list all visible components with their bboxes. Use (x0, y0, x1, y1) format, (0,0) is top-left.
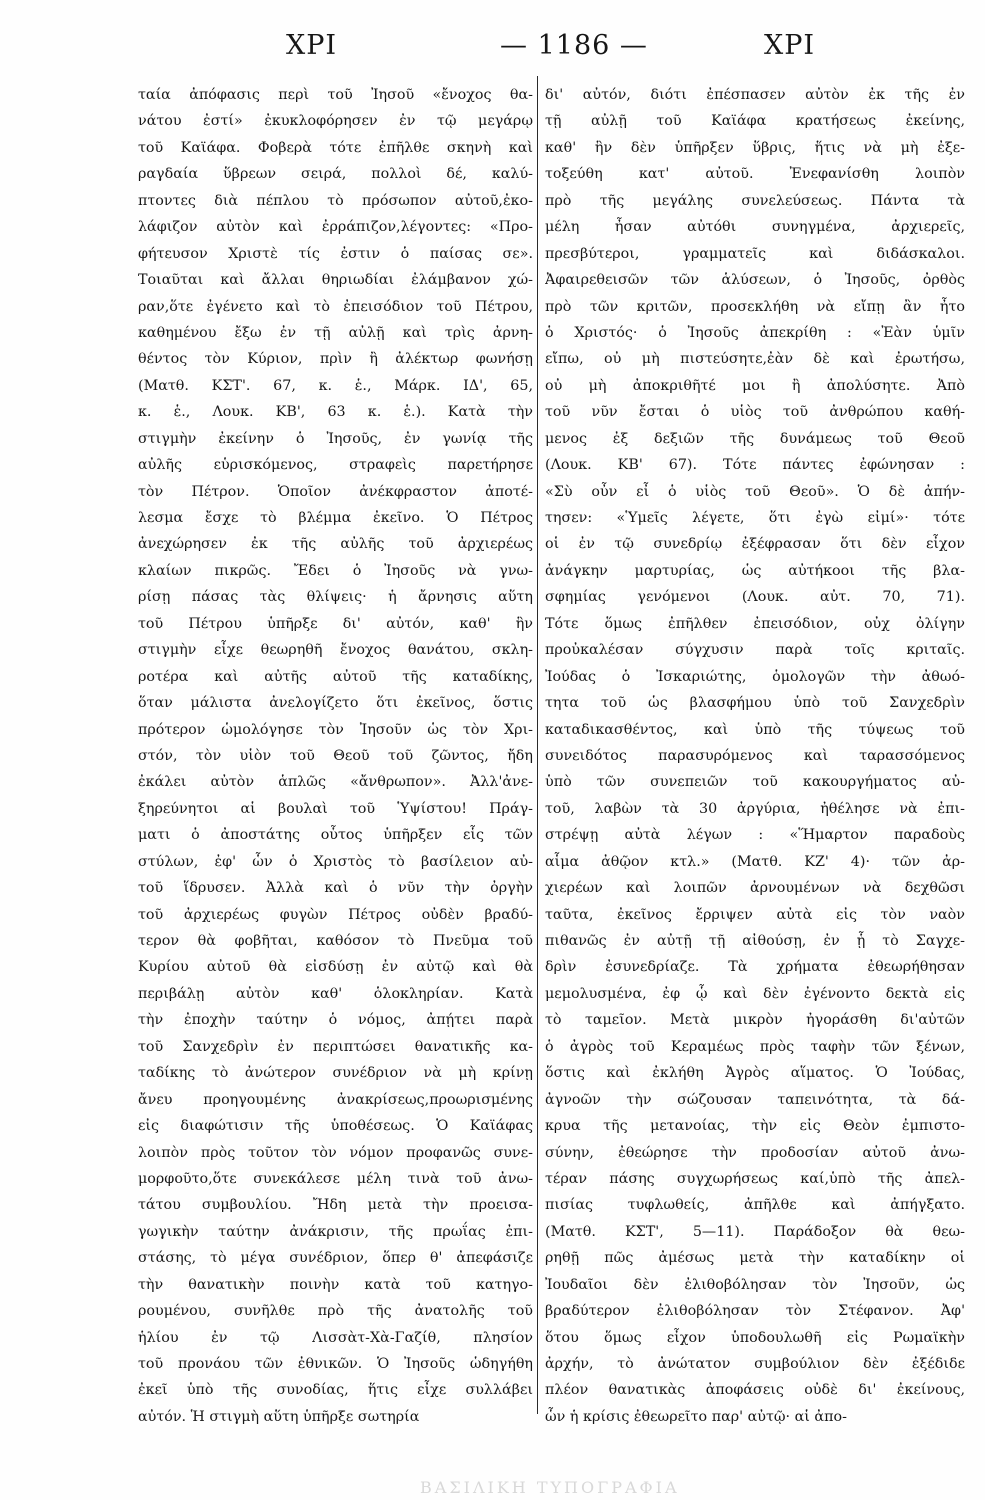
text-line: Τότε ὅμως ἐπῆλθεν ἐπεισόδιον, οὐχ ὀλίγην (545, 615, 965, 632)
text-line: ὧν ἡ κρίσις ἐθεωρεῖτο παρ' αὐτῷ· αἱ ἀπο- (545, 1408, 847, 1425)
text-line: ρηθῇ πῶς ἀμέσως μετὰ τὴν καταδίκην οἱ (545, 1250, 965, 1267)
text-line: πρεσβύτεροι, γραμματεῖς καὶ διδάσκαλοι. (545, 245, 965, 262)
text-line: Ἰούδας ὁ Ἰσκαριώτης, ὁμολογῶν τὴν ἀθωό- (545, 668, 965, 685)
text-line: τητα τοῦ ὡς βλασφήμου ὑπὸ τοῦ Σανχεδρὶν (545, 695, 965, 712)
text-line: ὅστις καὶ ἐκλήθη Ἀγρὸς αἵματος. Ὁ Ἰούδας, (545, 1065, 965, 1082)
text-line: τὴν ἐποχὴν ταύτην ὁ νόμος, ἀπῄτει παρὰ (138, 1012, 533, 1029)
text-line: τοῦ ἵδρυσεν. Ἀλλὰ καὶ ὁ νῦν τὴν ὀργὴν (138, 880, 533, 897)
text-line: προὐκαλέσαν σύγχυσιν παρὰ τοῖς κριταῖς. (545, 642, 965, 659)
text-line: τὸ ταμεῖον. Μετὰ μικρὸν ἠγοράσθη δι'αὐτῶν (545, 1012, 965, 1029)
text-line: πρὸ τῶν κριτῶν, προσεκλήθη νὰ εἴπῃ ἂν ἦτο (545, 298, 965, 315)
text-line: ἄνευ προηγουμένης ἀνακρίσεως,προωρισμένης (138, 1091, 533, 1108)
text-line: μέλη ἦσαν αὐτόθι συνηγμένα, ἀρχιερεῖς, (545, 219, 965, 236)
text-line: λεσμα ἔσχε τὸ βλέμμα ἐκεῖνο. Ὁ Πέτρος (138, 510, 533, 526)
running-head-right: ΧΡΙ (764, 30, 816, 61)
text-line: πρὸ τῆς μεγάλης συνελεύσεως. Πάντα τὰ (545, 192, 965, 209)
text-line: κλαίων πικρῶς. Ἔδει ὁ Ἰησοῦς νὰ γνω- (138, 562, 533, 579)
text-line: στόν, τὸν υἱὸν τοῦ Θεοῦ τοῦ ζῶντος, ἤδη (138, 747, 533, 764)
text-line: πτοντες διὰ πέπλου τὸ πρόσωπον αὐτοῦ,ἐκο- (138, 192, 533, 209)
text-line: (Ματθ. ΚΣΤ', 5—11). Παράδοξον θὰ θεω- (545, 1223, 965, 1240)
text-line: τοῦ νῦν ἔσται ὁ υἱὸς τοῦ ἀνθρώπου καθή- (545, 404, 965, 421)
text-line: γωγικὴν ταύτην ἀνάκρισιν, τῆς πρωΐας ἐπι- (138, 1223, 533, 1240)
text-line: κ. ἑ., Λουκ. ΚΒ', 63 κ. ἑ.). Κατὰ τὴν (138, 404, 533, 421)
text-line: θέντος τὸν Κύριον, πρὶν ἢ ἀλέκτωρ φωνήσῃ (138, 351, 533, 368)
text-line: νάτου ἐστί» ἐκυκλοφόρησεν ἐν τῷ μεγάρῳ (138, 113, 533, 130)
running-head-left: ΧΡΙ (286, 30, 338, 61)
text-line: πλέον θανατικὰς ἀποφάσεις οὐδὲ δι' ἐκείνους, (545, 1382, 965, 1399)
text-line: ξηρεύνητοι αἱ βουλαὶ τοῦ Ὑψίστου! Πράγ- (138, 800, 533, 817)
text-line: σφημίας γενόμενοι (Λουκ. αὐτ. 70, 71). (545, 589, 965, 606)
text-line: πρότερον ὡμολόγησε τὸν Ἰησοῦν ὡς τὸν Χρι- (138, 721, 533, 738)
text-line: τοξεύθη κατ' αὐτοῦ. Ἐνεφανίσθη λοιπὸν (545, 166, 965, 183)
text-line: οἱ ἐν τῷ συνεδρίῳ ἐξέφρασαν ὅτι δὲν εἶχον (545, 536, 965, 553)
page-number: — 1186 — (500, 30, 648, 61)
text-line: τοῦ, λαβὼν τὰ 30 ἀργύρια, ἠθέλησε νὰ ἐπι- (545, 800, 965, 817)
text-line: ἐκάλει αὐτὸν ἁπλῶς «ἄνθρωπον». Ἀλλ'ἀνε- (138, 774, 533, 791)
text-line: τοῦ ἀρχιερέως φυγὼν Πέτρος οὐδὲν βραδύ- (138, 906, 533, 923)
text-line: ματι ὁ ἀποστάτης οὗτος ὑπῆρξεν εἷς τῶν (138, 827, 533, 844)
text-line: εἰς διαφώτισιν τῆς ὑποθέσεως. Ὁ Καϊάφας (138, 1118, 533, 1135)
text-line: αὐλῆς εὑρισκόμενος, στραφεὶς παρετήρησε (138, 457, 533, 474)
text-line: πισίας τυφλωθείς, ἀπῆλθε καὶ ἀπήγξατο. (545, 1197, 965, 1214)
text-line: αὐτόν. Ἡ στιγμὴ αὕτη ὑπῆρξε σωτηρία (138, 1408, 420, 1425)
text-line: ὑπὸ τῶν συνεπειῶν τοῦ κακουργήματος αὐ- (545, 774, 965, 791)
text-line: δι' αὐτόν, διότι ἐπέσπασεν αὐτὸν ἐκ τῆς ἐν (545, 87, 965, 103)
text-line: συνειδότος παρασυρόμενος καὶ ταρασσόμενος (545, 747, 965, 764)
text-line: τερον θὰ φοβῆται, καθόσον τὸ Πνεῦμα τοῦ (138, 933, 533, 949)
right-text-column (545, 82, 965, 1430)
left-text-column (138, 82, 533, 1430)
text-line: πιθανῶς ἐν αὐτῇ τῇ αἰθούσῃ, ἐν ᾗ τὸ Σαγχε- (545, 933, 965, 949)
text-line: οὐ μὴ ἀποκριθῆτέ μοι ἢ ἀπολύσητε. Ἀπὸ (545, 377, 965, 394)
text-line: τῇ αὐλῇ τοῦ Καϊάφα κρατήσεως ἐκείνης, (545, 113, 965, 130)
text-line: στύλων, ἐφ' ὧν ὁ Χριστὸς τὸ βασίλειον αὐ- (138, 853, 533, 870)
text-line: ἡλίου ἐν τῷ Λισσὰτ-Χὰ-Γαζίθ, πλησίον (138, 1329, 533, 1346)
text-line: τοῦ Πέτρου ὑπῆρξε δι' αὐτόν, καθ' ἣν (138, 615, 533, 632)
text-line: τὴν θανατικὴν ποινὴν κατὰ τοῦ κατηγο- (138, 1276, 533, 1293)
text-line: ρουμένου, συνῆλθε πρὸ τῆς ἀνατολῆς τοῦ (138, 1303, 533, 1320)
text-line: περιβάλῃ αὐτὸν καθ' ὁλοκληρίαν. Κατὰ (138, 985, 533, 1002)
text-line: τάτου συμβουλίου. Ἤδη μετὰ τὴν προεισα- (138, 1197, 533, 1214)
library-watermark: ΒΑΣΙΛΙΚΗ ΤΥΠΟΓΡΑΦΙΑ (420, 1478, 680, 1497)
text-line: στάσης, τὸ μέγα συνέδριον, ὅπερ θ' ἀπεφάσιζε (138, 1250, 533, 1267)
text-line: ἀρχήν, τὸ ἀνώτατον συμβούλιον δὲν ἐξέδιδε (545, 1356, 965, 1372)
text-line: Ἰουδαῖοι δὲν ἐλιθοβόλησαν τὸν Ἰησοῦν, ὡς (545, 1276, 965, 1293)
text-line: ροτέρα καὶ αὐτῆς αὐτοῦ τῆς καταδίκης, (138, 668, 533, 685)
text-line: Τοιαῦται καὶ ἄλλαι θηριωδίαι ἐλάμβανον χώ- (138, 272, 533, 289)
text-line: ἀνεχώρησεν ἐκ τῆς αὐλῆς τοῦ ἀρχιερέως (138, 536, 533, 553)
text-line: φήτευσον Χριστὲ τίς ἐστιν ὁ παίσας σε». (138, 245, 533, 262)
text-line: ραν,ὅτε ἐγένετο καὶ τὸ ἐπεισόδιον τοῦ Πέτρου, (138, 298, 533, 315)
text-line: ὁ Χριστός· ὁ Ἰησοῦς ἀπεκρίθη : «Ἐὰν ὑμῖν (545, 324, 965, 341)
text-line: μορφοῦτο,ὅτε συνεκάλεσε μέλη τινὰ τοῦ ἀνω- (138, 1170, 533, 1187)
text-line: τησεν: «Ὑμεῖς λέγετε, ὅτι ἐγὼ εἰμί»· τότε (545, 510, 965, 526)
text-line: ταδίκης τὸ ἀνώτερον συνέδριον νὰ μὴ κρίνῃ (138, 1065, 533, 1082)
text-line: ὅτου ὅμως εἶχον ὑποδουλωθῆ εἰς Ρωμαϊκὴν (545, 1329, 965, 1346)
text-line: ραγδαία ὕβρεων σειρά, πολλοὶ δέ, καλύ- (138, 166, 533, 183)
column-divider (537, 76, 538, 1414)
page-header (0, 30, 985, 70)
text-line: ταία ἀπόφασις περὶ τοῦ Ἰησοῦ «ἔνοχος θα- (138, 87, 533, 103)
text-line: δρὶν ἐσυνεδρίαζε. Τὰ χρήματα ἐθεωρήθησαν (545, 959, 965, 976)
text-line: βραδύτερον ἐλιθοβόλησαν τὸν Στέφανον. Ἀφ' (545, 1303, 965, 1320)
text-line: στιγμὴν εἶχε θεωρηθῆ ἔνοχος θανάτου, σκλη- (138, 642, 533, 659)
text-line: Κυρίου αὐτοῦ θὰ εἰσδύσῃ ἐν αὐτῷ καὶ θὰ (138, 959, 533, 976)
text-line: τέραν πάσης συγχωρήσεως καί,ὑπὸ τῆς ἀπελ- (545, 1170, 965, 1187)
text-line: (Λουκ. ΚΒ' 67). Τότε πάντες ἐφώνησαν : (545, 457, 965, 474)
text-line: ὁ ἀγρὸς τοῦ Κεραμέως πρὸς ταφὴν τῶν ξένων, (545, 1038, 965, 1055)
text-line: τοῦ προνάου τῶν ἐθνικῶν. Ὁ Ἰησοῦς ὡδηγήθη (138, 1356, 533, 1372)
text-line: αἷμα ἀθῷον κτλ.» (Ματθ. ΚΖ' 4)· τῶν ἀρ- (545, 853, 965, 870)
text-line: σύνην, ἐθεώρησε τὴν προδοσίαν αὐτοῦ ἀνω- (545, 1144, 965, 1161)
text-line: τοῦ Σανχεδρὶν ἐν περιπτώσει θανατικῆς κα- (138, 1038, 533, 1055)
text-line: ἀνάγκην μαρτυρίας, ὡς αὐτήκοοι τῆς βλα- (545, 562, 965, 579)
text-line: «Σὺ οὖν εἶ ὁ υἱὸς τοῦ Θεοῦ». Ὁ δὲ ἀπήν- (545, 483, 965, 500)
text-line: Ἀφαιρεθεισῶν τῶν ἁλύσεων, ὁ Ἰησοῦς, ὀρθὸς (545, 272, 965, 289)
text-line: μεμολυσμένα, ἐφ ᾧ καὶ δὲν ἐγένοντο δεκτὰ εἰς (545, 985, 965, 1002)
text-line: ἐκεῖ ὑπὸ τῆς συνοδίας, ἥτις εἶχε συλλάβει (138, 1382, 533, 1399)
text-line: ρίσῃ πάσας τὰς θλίψεις· ἡ ἄρνησις αὕτη (138, 589, 533, 606)
text-line: κρυα τῆς μετανοίας, τὴν εἰς Θεὸν ἐμπιστο- (545, 1118, 965, 1135)
text-line: χιερέων καὶ λοιπῶν ἀρνουμένων νὰ δεχθῶσι (545, 880, 965, 897)
text-line: λάφιζον αὐτὸν καὶ ἐρράπιζον,λέγοντες: «Προ- (138, 219, 533, 236)
text-line: μενος ἐξ δεξιῶν τῆς δυνάμεως τοῦ Θεοῦ (545, 430, 965, 447)
text-line: ἀγνοῶν τὴν σώζουσαν ταπεινότητα, τὰ δά- (545, 1091, 965, 1108)
text-line: καταδικασθέντος, καὶ ὑπὸ τῆς τύψεως τοῦ (545, 721, 965, 738)
text-line: τὸν Πέτρον. Ὁποῖον ἀνέκφραστον ἀποτέ- (138, 483, 533, 500)
text-line: τοῦ Καϊάφα. Φοβερὰ τότε ἐπῆλθε σκηνὴ καὶ (138, 139, 533, 156)
text-line: καθημένου ἔξω ἐν τῇ αὐλῇ καὶ τρὶς ἀρνη- (138, 324, 533, 341)
text-line: ὅταν μάλιστα ἀνελογίζετο ὅτι ἐκεῖνος, ὅστις (138, 695, 533, 712)
text-line: στιγμὴν ἐκείνην ὁ Ἰησοῦς, ἐν γωνίᾳ τῆς (138, 430, 533, 447)
text-line: (Ματθ. ΚΣΤ'. 67, κ. ἑ., Μάρκ. ΙΔ', 65, (138, 377, 533, 394)
text-line: καθ' ἣν δὲν ὑπῆρξεν ὕβρις, ἥτις νὰ μὴ ἐξε- (545, 139, 965, 156)
text-line: στρέψῃ αὐτὰ λέγων : «Ἥμαρτον παραδοὺς (545, 827, 965, 844)
text-line: εἴπω, οὐ μὴ πιστεύσητε,ἐὰν δὲ καὶ ἐρωτήσω, (545, 351, 965, 368)
text-line: ταῦτα, ἐκεῖνος ἔρριψεν αὐτὰ εἰς τὸν ναὸν (545, 906, 965, 923)
text-line: λοιπὸν πρὸς τοῦτον τὸν νόμον προφανῶς συνε- (138, 1144, 533, 1161)
